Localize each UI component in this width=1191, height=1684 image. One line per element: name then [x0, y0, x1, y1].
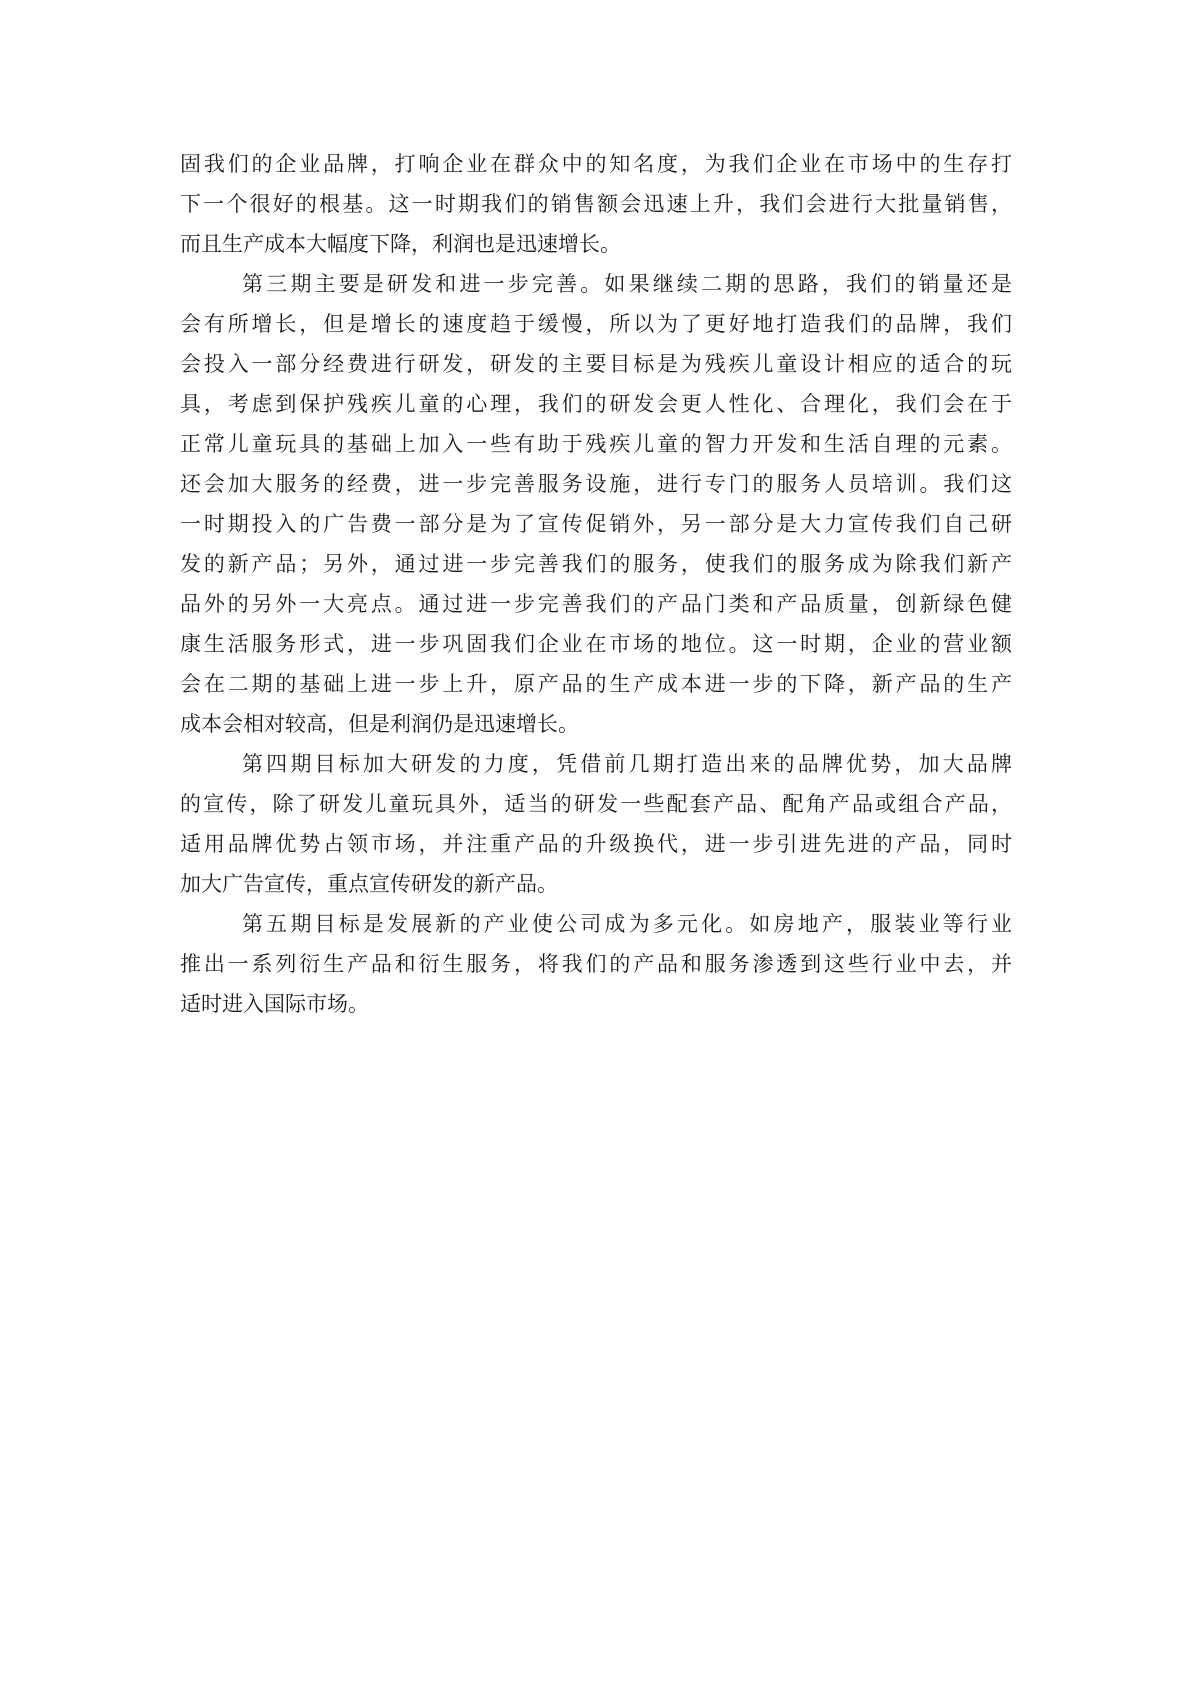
text-line: 会在二期的基础上进一步上升，原产品的生产成本进一步的下降，新产品的生产	[180, 672, 1012, 696]
text-line: 一时期投入的广告费一部分是为了宣传促销外，另一部分是大力宣传我们自己研	[180, 512, 1012, 536]
paragraph-2	[180, 264, 1012, 744]
text-line: 正常儿童玩具的基础上加入一些有助于残疾儿童的智力开发和生活自理的元素。	[180, 432, 1012, 456]
text-line: 发的新产品；另外，通过进一步完善我们的服务，使我们的服务成为除我们新产	[180, 552, 1012, 576]
text-line: 第五期目标是发展新的产业使公司成为多元化。如房地产，服装业等行业	[242, 912, 1012, 936]
text-line: 加大广告宣传，重点宣传研发的新产品。	[180, 872, 558, 896]
text-line: 会投入一部分经费进行研发，研发的主要目标是为残疾儿童设计相应的适合的玩	[180, 352, 1012, 376]
text-line: 而且生产成本大幅度下降，利润也是迅速增长。	[180, 232, 621, 256]
text-line: 适用品牌优势占领市场，并注重产品的升级换代，进一步引进先进的产品，同时	[180, 832, 1012, 856]
paragraph-3	[180, 744, 1012, 904]
text-line: 会有所增长，但是增长的速度趋于缓慢，所以为了更好地打造我们的品牌，我们	[180, 312, 1012, 336]
text-line: 康生活服务形式，进一步巩固我们企业在市场的地位。这一时期，企业的营业额	[180, 632, 1012, 656]
text-line: 第三期主要是研发和进一步完善。如果继续二期的思路，我们的销量还是	[242, 272, 1012, 296]
text-line: 第四期目标加大研发的力度，凭借前几期打造出来的品牌优势，加大品牌	[242, 752, 1012, 776]
text-line: 具，考虑到保护残疾儿童的心理，我们的研发会更人性化、合理化，我们会在于	[180, 392, 1012, 416]
paragraph-4	[180, 904, 1012, 1024]
text-line: 适时进入国际市场。	[180, 992, 369, 1016]
text-line: 成本会相对较高，但是利润仍是迅速增长。	[180, 712, 579, 736]
text-line: 的宣传，除了研发儿童玩具外，适当的研发一些配套产品、配角产品或组合产品，	[180, 792, 1012, 816]
text-line: 固我们的企业品牌，打响企业在群众中的知名度，为我们企业在市场中的生存打	[180, 152, 1012, 176]
text-line: 还会加大服务的经费，进一步完善服务设施，进行专门的服务人员培训。我们这	[180, 472, 1012, 496]
document-body	[180, 144, 1012, 1024]
text-line: 推出一系列衍生产品和衍生服务，将我们的产品和服务渗透到这些行业中去，并	[180, 952, 1012, 976]
text-line: 下一个很好的根基。这一时期我们的销售额会迅速上升，我们会进行大批量销售，	[180, 192, 1012, 216]
text-line: 品外的另外一大亮点。通过进一步完善我们的产品门类和产品质量，创新绿色健	[180, 592, 1012, 616]
paragraph-1	[180, 144, 1012, 264]
